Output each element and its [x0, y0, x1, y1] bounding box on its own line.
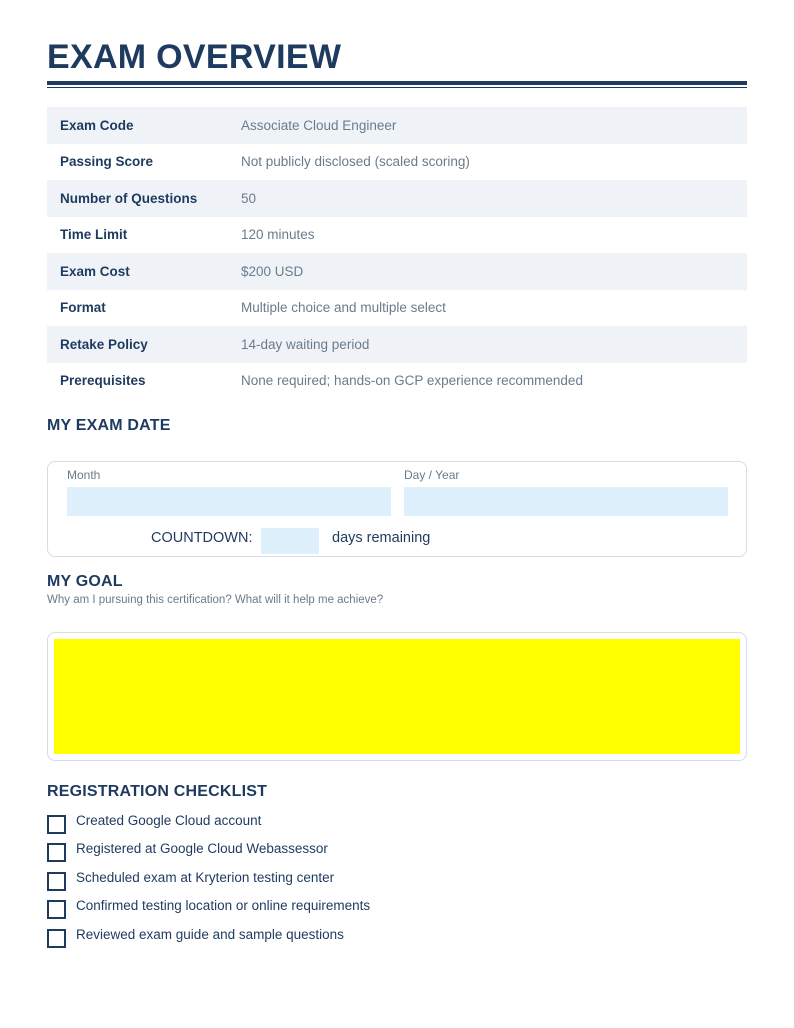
row-value: 14-day waiting period: [241, 336, 370, 352]
table-row: [47, 290, 747, 327]
list-item: [47, 926, 747, 954]
checklist-item-label: Confirmed testing location or online requirements: [76, 898, 371, 914]
checkbox[interactable]: [47, 843, 66, 862]
row-value: 120 minutes: [241, 227, 315, 243]
month-label: Month: [67, 468, 101, 482]
row-value: Multiple choice and multiple select: [241, 300, 446, 316]
row-label: Exam Cost: [60, 263, 130, 279]
table-row: [47, 144, 747, 181]
list-item: [47, 869, 747, 897]
goal-box: [47, 632, 747, 761]
goal-textarea[interactable]: [54, 639, 740, 754]
checklist-item-label: Registered at Google Cloud Webassessor: [76, 841, 328, 857]
checkbox[interactable]: [47, 929, 66, 948]
exam-date-box: [47, 461, 747, 557]
row-label: Exam Code: [60, 117, 134, 133]
goal-prompt: Why am I pursuing this certification? What will it help me achieve?: [47, 594, 384, 606]
row-value: Associate Cloud Engineer: [241, 117, 397, 133]
checklist-item-label: Scheduled exam at Kryterion testing center: [76, 869, 335, 885]
exam-overview-table: [47, 107, 747, 399]
list-item: [47, 897, 747, 925]
day-year-input[interactable]: [404, 487, 728, 516]
list-item: [47, 840, 747, 868]
checklist-heading: REGISTRATION CHECKLIST: [47, 783, 268, 800]
row-label: Prerequisites: [60, 373, 146, 389]
countdown-label: COUNTDOWN:: [151, 530, 253, 546]
table-row: [47, 253, 747, 290]
row-value: None required; hands-on GCP experience recommended: [241, 373, 583, 389]
page-title: EXAM OVERVIEW: [47, 38, 342, 76]
month-input[interactable]: [67, 487, 391, 516]
title-rule-thick: [47, 81, 747, 85]
countdown-suffix: days remaining: [332, 530, 431, 546]
checkbox[interactable]: [47, 872, 66, 891]
list-item: [47, 812, 747, 840]
checkbox[interactable]: [47, 815, 66, 834]
row-label: Retake Policy: [60, 336, 148, 352]
table-row: [47, 180, 747, 217]
row-value: 50: [241, 190, 257, 206]
table-row: [47, 363, 747, 400]
exam-date-heading: MY EXAM DATE: [47, 417, 171, 434]
title-rule-thin: [47, 87, 747, 88]
table-row: [47, 326, 747, 363]
checkbox[interactable]: [47, 900, 66, 919]
row-label: Passing Score: [60, 154, 154, 170]
registration-checklist: [47, 812, 747, 954]
row-label: Format: [60, 300, 106, 316]
checklist-item-label: Created Google Cloud account: [76, 813, 262, 828]
row-label: Time Limit: [60, 227, 128, 243]
table-row: [47, 107, 747, 144]
table-row: [47, 217, 747, 254]
row-value: $200 USD: [241, 263, 304, 279]
row-label: Number of Questions: [60, 190, 198, 206]
day-year-label: Day / Year: [404, 468, 460, 482]
countdown-input[interactable]: [261, 528, 319, 554]
checklist-item-label: Reviewed exam guide and sample questions: [76, 926, 344, 942]
row-value: Not publicly disclosed (scaled scoring): [241, 154, 470, 170]
goal-heading: MY GOAL: [47, 573, 123, 590]
